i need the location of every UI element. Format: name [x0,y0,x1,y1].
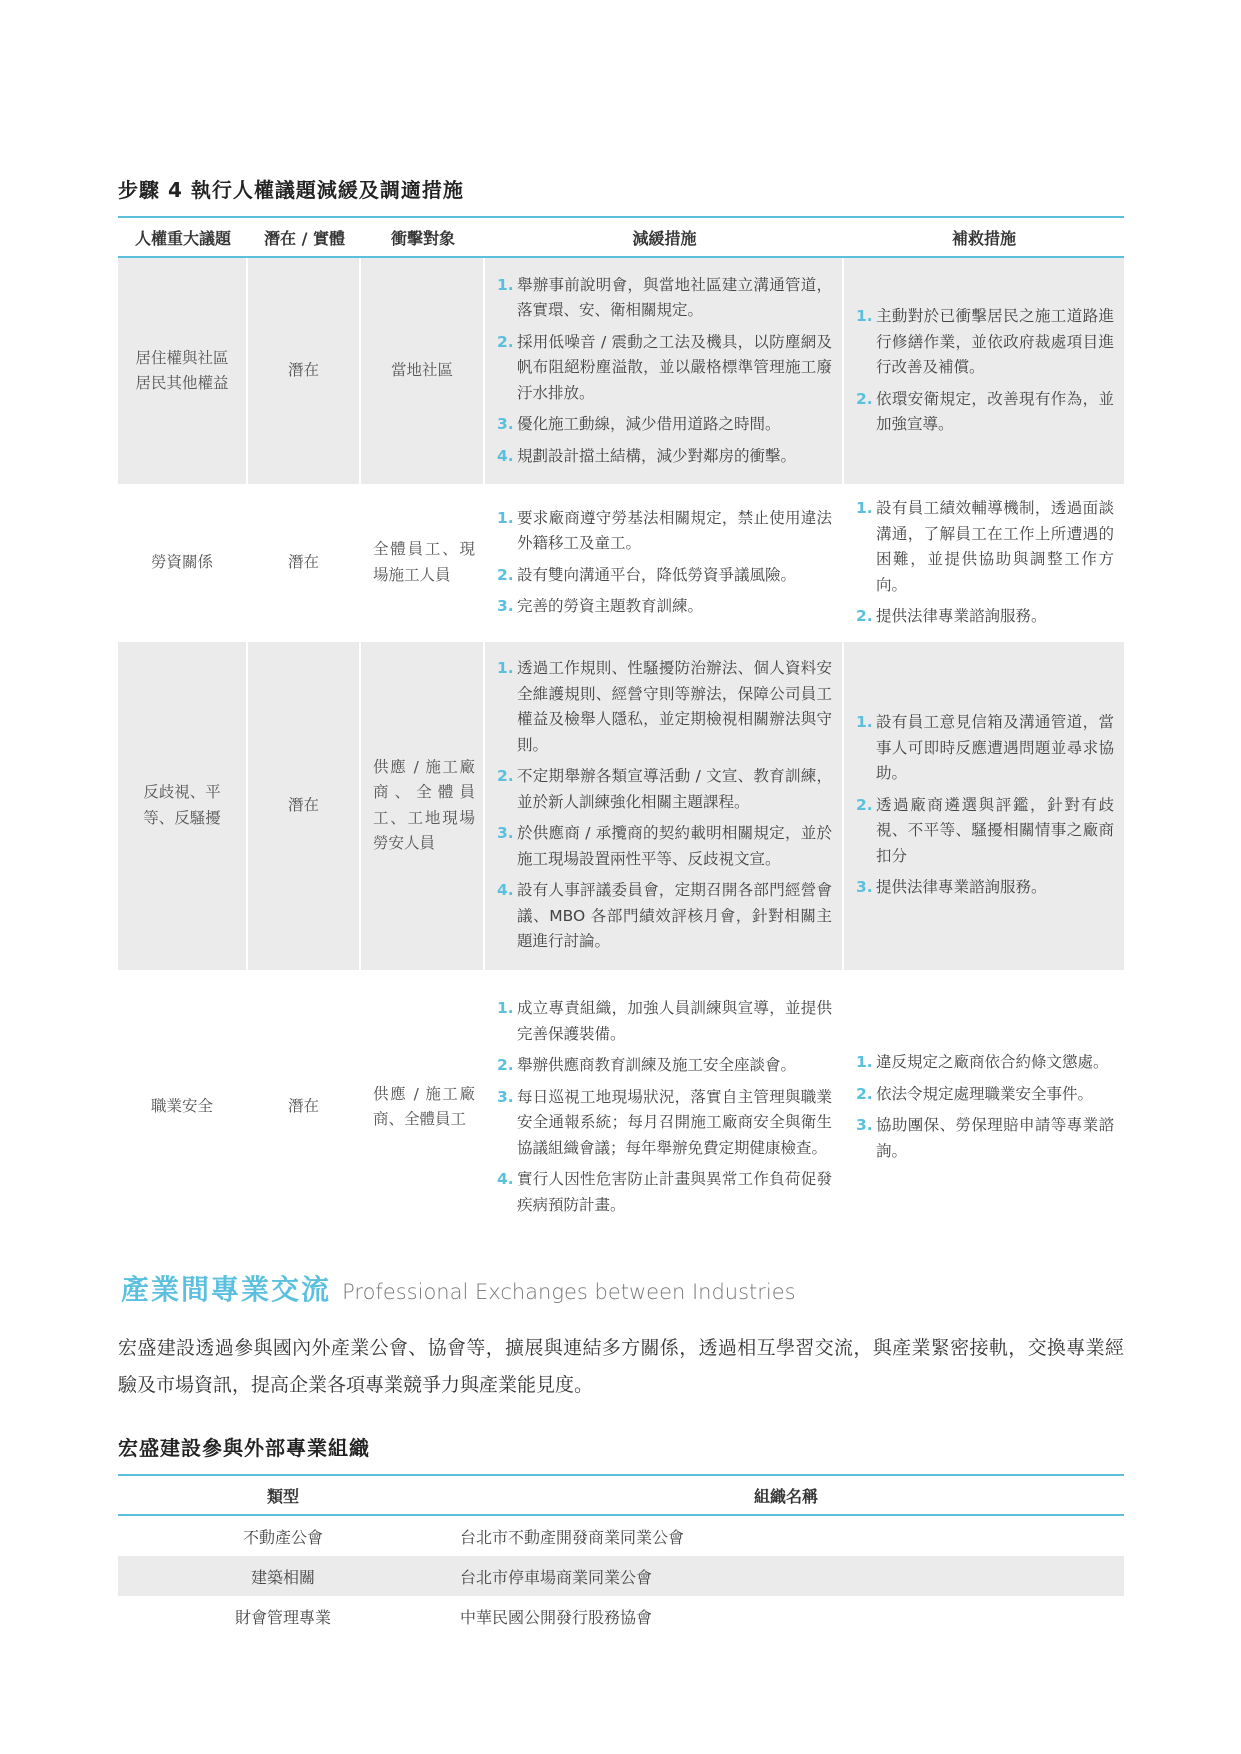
remedy-cell [844,484,1124,642]
table-header-row [118,1474,1124,1516]
org-type-cell: 財會管理專業 [234,1607,331,1627]
mitigation-cell [485,484,844,642]
list-item: 2. 設有雙向溝通平台，降低勞資爭議風險。 [497,565,797,584]
section-title [121,1268,796,1308]
issue-cell: 職業安全 [118,970,248,1245]
header-type: 潛在 / 實體 [248,216,361,258]
table-row [118,484,1124,642]
section-title-en: Professional Exchanges between Industries [342,1280,796,1304]
header-target: 衝擊對象 [361,216,485,258]
organizations-table [118,1474,1124,1636]
list-item: 2. 透過廠商遴選與評鑑，針對有歧視、不平等、騷擾相關情事之廠商扣分 [856,795,1114,865]
org-type-cell: 不動產公會 [242,1527,323,1547]
remedy-cell [844,642,1124,970]
list-item: 1. 舉辦事前說明會，與當地社區建立溝通管道，落實環、安、衛相關規定。 [497,275,832,320]
list-item: 3. 完善的勞資主題教育訓練。 [497,597,704,616]
list-item: 2. 依法令規定處理職業安全事件。 [856,1084,1094,1103]
target-cell: 當地社區 [361,258,485,484]
mitigation-cell [485,642,844,970]
list-item: 1. 設有員工意見信箱及溝通管道，當事人可即時反應遭遇問題並尋求協助。 [856,713,1114,783]
human-rights-table [118,216,1124,1245]
remedy-cell [844,258,1124,484]
type-cell: 潛在 [248,484,361,642]
org-type-cell: 建築相關 [118,1556,448,1596]
list-item: 3. 提供法律專業諮詢服務。 [856,878,1047,897]
table-header-row [118,216,1124,258]
table-row [118,642,1124,970]
list-item: 1. 主動對於已衝擊居民之施工道路進行修繕作業，並依政府裁處項目進行改善及補償。 [856,307,1114,377]
remedy-cell [844,970,1124,1245]
issue-cell: 居住權與社區居民其他權益 [118,258,248,484]
target-cell: 供應 / 施工廠商、全體員工、工地現場勞安人員 [361,642,485,970]
type-cell: 潛在 [248,970,361,1245]
list-item: 3. 優化施工動線，減少借用道路之時間。 [497,415,781,434]
list-item: 4. 設有人事評議委員會，定期召開各部門經營會議、MBO 各部門績效評核月會，針對相關主題進行討論。 [497,881,832,951]
list-item: 1. 設有員工績效輔導機制，透過面談溝通，了解員工在工作上所遭遇的困難，並提供協助與調整工作方向。 [856,499,1114,594]
list-item: 2. 提供法律專業諮詢服務。 [856,607,1047,625]
type-cell: 潛在 [248,258,361,484]
header-org-name: 組織名稱 [448,1474,1124,1516]
subtitle: 宏盛建設參與外部專業組織 [118,1436,370,1460]
list-item: 4. 實行人因性危害防止計畫與異常工作負荷促發疾病預防計畫。 [497,1170,832,1214]
issue-cell: 反歧視、平等、反騷擾 [118,642,248,970]
target-cell: 供應 / 施工廠商、全體員工 [361,970,485,1245]
header-mitigation: 減緩措施 [485,216,844,258]
list-item: 3. 每日巡視工地現場狀況，落實自主管理與職業安全通報系統；每月召開施工廠商安全與衛生協議組織會議；每年舉辦免費定期健康檢查。 [497,1087,832,1157]
list-item: 2. 不定期舉辦各類宣導活動 / 文宣、教育訓練，並於新人訓練強化相關主題課程。 [497,767,832,811]
list-item: 2. 舉辦供應商教育訓練及施工安全座談會。 [497,1056,797,1074]
target-cell: 全體員工、現場施工人員 [361,484,485,642]
list-item: 3. 協助團保、勞保理賠申請等專業諮詢。 [856,1116,1114,1160]
header-issue: 人權重大議題 [118,216,248,258]
section-paragraph: 宏盛建設透過參與國內外產業公會、協會等，擴展與連結多方關係，透過相互學習交流，與產業緊密接軌，交換專業經驗及市場資訊，提高企業各項專業競爭力與產業能見度。 [118,1337,1124,1396]
table-row [118,1596,1124,1636]
step-title: 步驟 4 執行人權議題減緩及調適措施 [118,178,464,202]
table-row [118,258,1124,484]
list-item: 4. 規劃設計擋土結構，減少對鄰房的衝擊。 [497,446,797,465]
list-item: 1. 透過工作規則、性騷擾防治辦法、個人資料安全維護規則、經營守則等辦法，保障公司員工權益及檢舉人隱私，並定期檢視相關辦法與守則。 [497,659,832,754]
mitigation-cell [485,970,844,1245]
list-item: 1. 違反規定之廠商依合約條文懲處。 [856,1053,1109,1071]
list-item: 1. 要求廠商遵守勞基法相關規定，禁止使用違法外籍移工及童工。 [497,508,832,553]
list-item: 3. 於供應商 / 承攬商的契約載明相關規定，並於施工現場設置兩性平等、反歧視文宣。 [497,824,832,868]
list-item: 2. 依環安衛規定，改善現有作為，並加強宣導。 [856,389,1114,434]
table-row [118,1556,1124,1596]
org-name-cell: 台北市不動產開發商業同業公會 [460,1527,685,1547]
table-row [118,1516,1124,1556]
org-name-cell: 中華民國公開發行股務協會 [460,1607,653,1627]
table-row [118,970,1124,1245]
header-remedy: 補救措施 [844,216,1124,258]
org-name-cell: 台北市停車場商業同業公會 [448,1556,1124,1596]
list-item: 2. 採用低噪音 / 震動之工法及機具，以防塵網及帆布阻絕粉塵溢散，並以嚴格標準管理施工廢汙水排放。 [497,332,832,402]
section-title-zh: 產業間專業交流 [121,1273,332,1306]
list-item: 1. 成立專責組織，加強人員訓練與宣導，並提供完善保護裝備。 [497,999,832,1043]
issue-cell: 勞資關係 [118,484,248,642]
header-category: 類型 [118,1474,448,1516]
type-cell: 潛在 [248,642,361,970]
mitigation-cell [485,258,844,484]
